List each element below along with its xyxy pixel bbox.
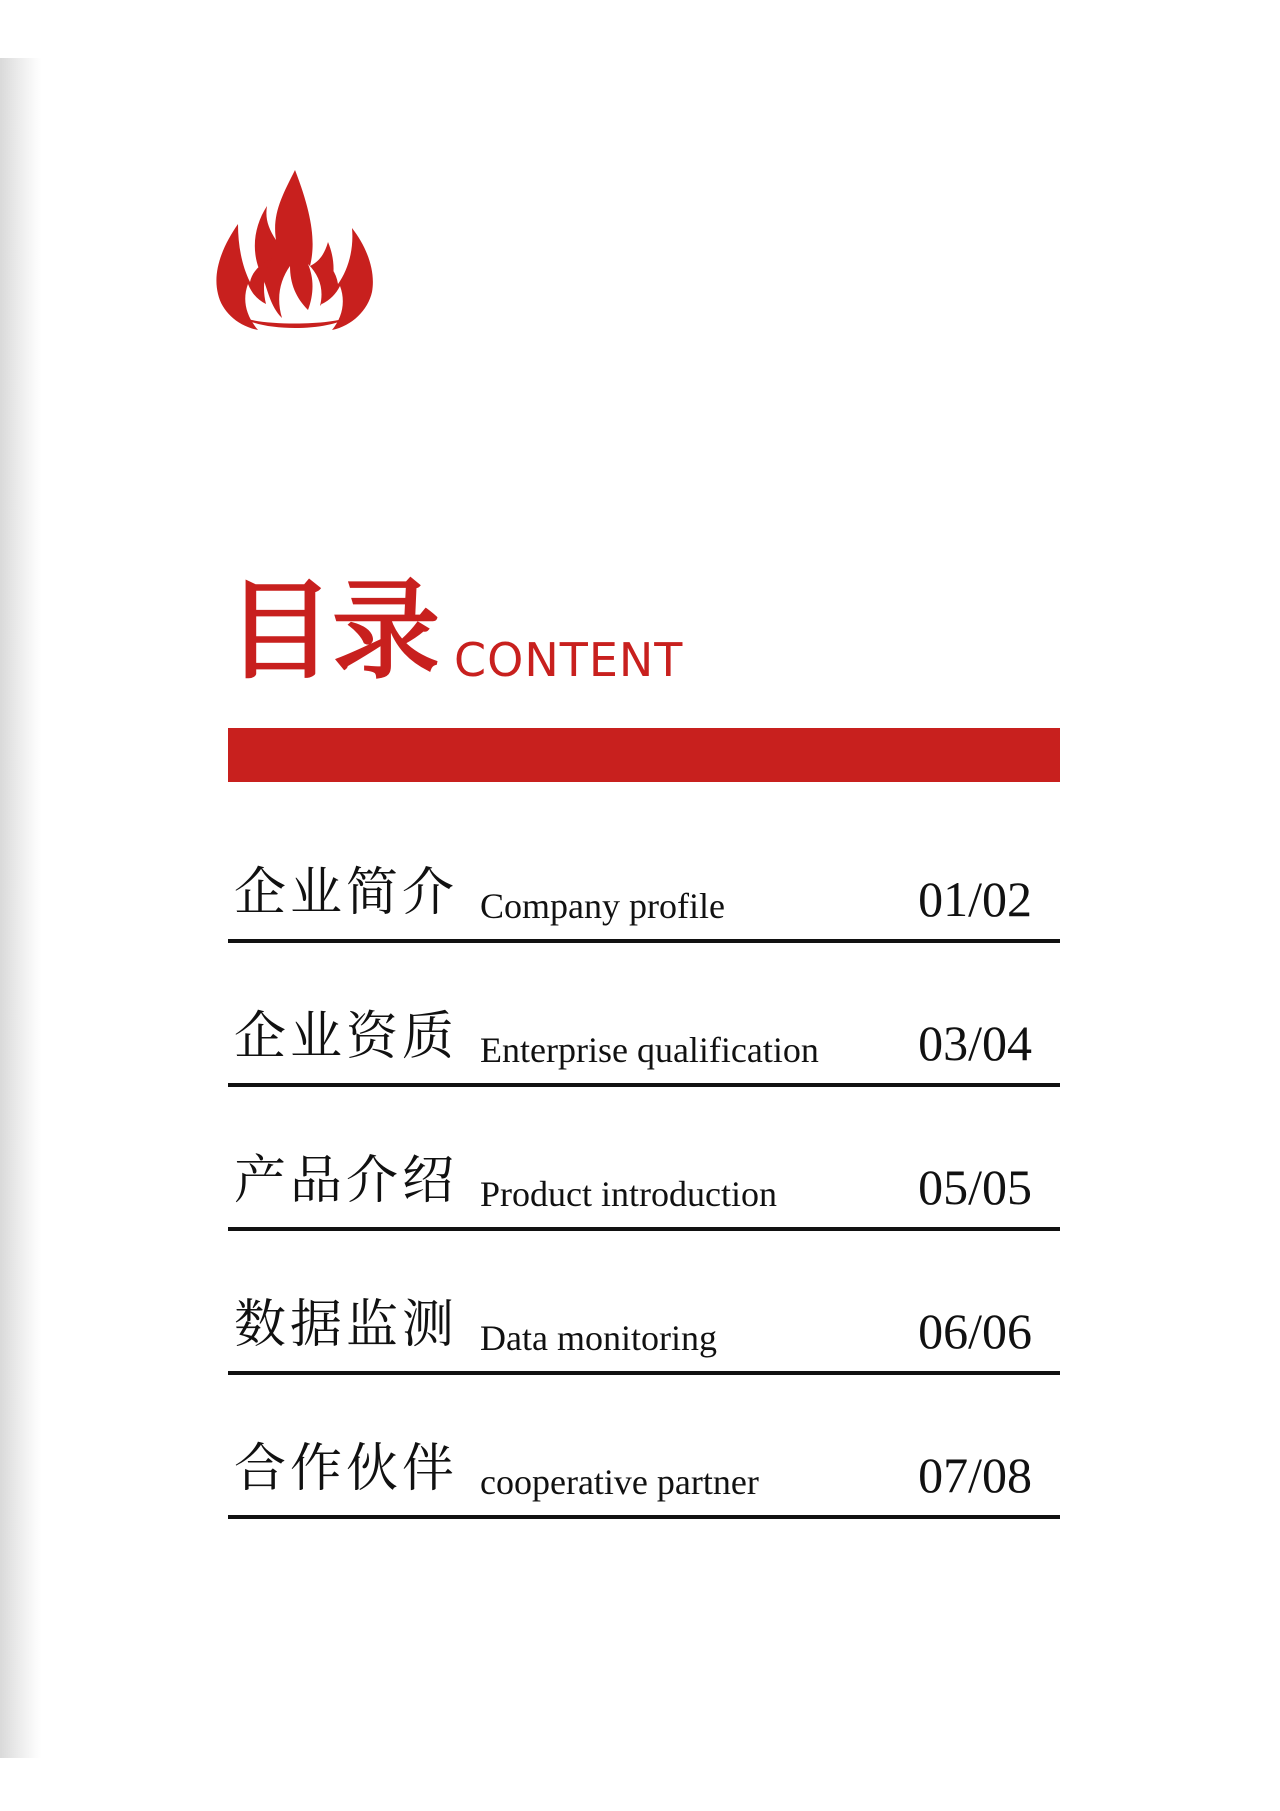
toc-item-chinese: 数据监测 <box>234 1295 459 1355</box>
toc-item-pages: 01/02 <box>918 871 1032 927</box>
toc-item-english: Data monitoring <box>480 1318 717 1358</box>
title-chinese: 目录 <box>226 569 439 694</box>
toc-divider <box>228 1515 1060 1519</box>
toc-item-chinese: 产品介绍 <box>234 1151 459 1211</box>
toc-divider <box>228 1227 1060 1231</box>
title-underline-bar <box>228 728 1060 782</box>
bottom-margin <box>0 1758 1280 1811</box>
toc-item-pages: 05/05 <box>918 1159 1032 1215</box>
toc-item-pages: 07/08 <box>918 1447 1032 1503</box>
binding-shadow <box>0 58 42 1758</box>
toc-item-english: Company profile <box>480 886 725 926</box>
toc-divider <box>228 939 1060 943</box>
toc-divider <box>228 1371 1060 1375</box>
toc-item-chinese: 合作伙伴 <box>234 1439 459 1499</box>
toc-item-cooperative-partner[interactable] <box>228 1416 1060 1560</box>
title-english: CONTENT <box>454 633 684 687</box>
table-of-contents <box>228 840 1060 1560</box>
top-margin <box>0 0 1280 58</box>
flame-base-icon <box>240 316 350 328</box>
toc-item-english: Enterprise qualification <box>480 1030 819 1070</box>
toc-divider <box>228 1083 1060 1087</box>
flame-icon <box>210 166 380 336</box>
toc-item-english: Product introduction <box>480 1174 777 1214</box>
toc-item-product-introduction[interactable] <box>228 1128 1060 1272</box>
flame-center-icon <box>255 170 334 318</box>
toc-item-enterprise-qualification[interactable] <box>228 984 1060 1128</box>
toc-item-company-profile[interactable] <box>228 840 1060 984</box>
toc-item-pages: 03/04 <box>918 1015 1032 1071</box>
toc-item-pages: 06/06 <box>918 1303 1032 1359</box>
toc-item-chinese: 企业资质 <box>234 1007 459 1067</box>
toc-item-data-monitoring[interactable] <box>228 1272 1060 1416</box>
toc-item-chinese: 企业简介 <box>234 863 459 923</box>
toc-item-english: cooperative partner <box>480 1462 759 1502</box>
